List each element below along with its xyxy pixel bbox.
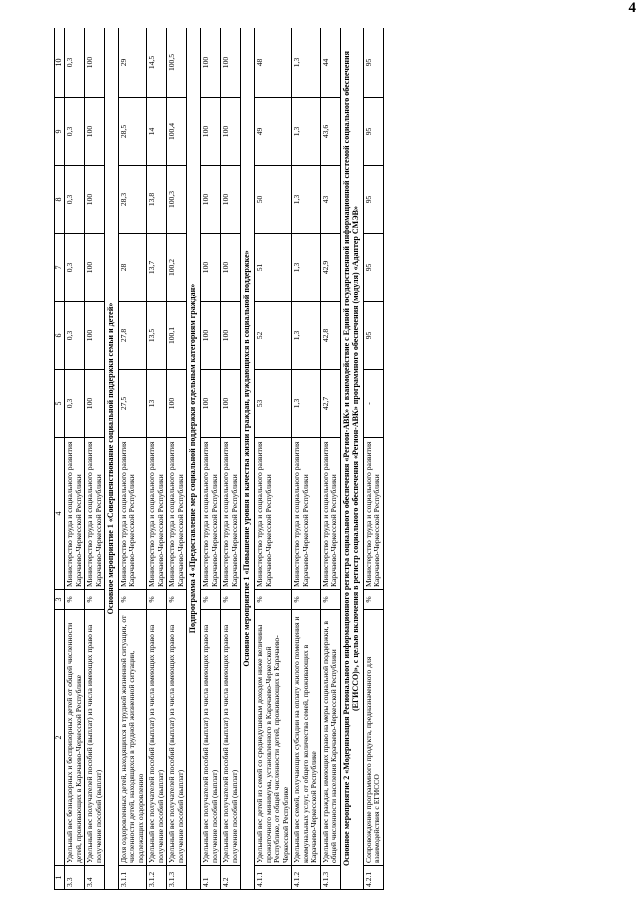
unit-cell: % bbox=[320, 590, 340, 610]
row-number: 3.3 bbox=[65, 866, 85, 890]
value-cell: 100 bbox=[85, 234, 105, 302]
value-cell: 29 bbox=[118, 28, 147, 98]
value-cell: 100 bbox=[221, 370, 241, 438]
value-cell: - bbox=[363, 370, 383, 438]
value-cell: 100 bbox=[221, 302, 241, 370]
table-row bbox=[167, 28, 187, 890]
value-cell: 100 bbox=[85, 370, 105, 438]
value-cell: 100 bbox=[201, 98, 221, 166]
value-cell: 0,3 bbox=[65, 302, 85, 370]
value-cell: 28 bbox=[118, 234, 147, 302]
value-cell: 100 bbox=[201, 370, 221, 438]
row-number: 3.1.1 bbox=[118, 866, 147, 890]
executor-cell: Министерство труда и социального развития Карачаево-Черкесской Республики bbox=[320, 438, 340, 590]
header-cell: 6 bbox=[55, 302, 65, 370]
indicator-name: Удельный вес граждан, имеющих право на меры социальной поддержки, в общей численности населения Карачаево-Черкесской Республики bbox=[320, 610, 340, 866]
value-cell: 100 bbox=[85, 98, 105, 166]
value-cell: 100 bbox=[85, 302, 105, 370]
rotated-page-area bbox=[54, 28, 604, 890]
table-sheet bbox=[54, 28, 604, 890]
value-cell: 14,5 bbox=[147, 28, 167, 98]
value-cell: 52 bbox=[255, 302, 292, 370]
executor-cell: Министерство труда и социального развития Карачаево-Черкесской Республики bbox=[292, 438, 321, 590]
executor-cell: Министерство труда и социального развития Карачаево-Черкесской Республики bbox=[167, 438, 187, 590]
value-cell: 95 bbox=[363, 28, 383, 98]
section-row bbox=[241, 28, 255, 890]
value-cell: 51 bbox=[255, 234, 292, 302]
table-row bbox=[221, 28, 241, 890]
value-cell: 48 bbox=[255, 28, 292, 98]
value-cell: 42,7 bbox=[320, 370, 340, 438]
executor-cell: Министерство труда и социального развития Карачаево-Черкесской Республики bbox=[363, 438, 383, 590]
header-cell: 7 bbox=[55, 234, 65, 302]
value-cell: 100,5 bbox=[167, 28, 187, 98]
value-cell: 28,5 bbox=[118, 98, 147, 166]
value-cell: 42,8 bbox=[320, 302, 340, 370]
value-cell: 0,3 bbox=[65, 370, 85, 438]
value-cell: 27,8 bbox=[118, 302, 147, 370]
header-cell: 10 bbox=[55, 28, 65, 98]
value-cell: 43,6 bbox=[320, 98, 340, 166]
value-cell: 0,3 bbox=[65, 98, 85, 166]
indicator-name: Удельный вес получателей пособий (выплат) из числа имеющих право на получение пособий (выплат) bbox=[147, 610, 167, 866]
indicator-name: Удельный вес семей, получающих субсидии на оплату жилого помещения и коммунальных услуг, от общего количества семей, проживающих в Карачаево-Черкесской Республике bbox=[292, 610, 321, 866]
indicators-table bbox=[54, 28, 384, 890]
section-row bbox=[105, 28, 119, 890]
unit-cell: % bbox=[147, 590, 167, 610]
executor-cell: Министерство труда и социального развития Карачаево-Черкесской Республики bbox=[85, 438, 105, 590]
value-cell: 13,7 bbox=[147, 234, 167, 302]
value-cell: 100,2 bbox=[167, 234, 187, 302]
value-cell: 100 bbox=[221, 234, 241, 302]
value-cell: 49 bbox=[255, 98, 292, 166]
header-cell: 5 bbox=[55, 370, 65, 438]
table-row bbox=[118, 28, 147, 890]
row-number: 4.1 bbox=[201, 866, 221, 890]
executor-cell: Министерство труда и социального развития Карачаево-Черкесской Республики bbox=[118, 438, 147, 590]
value-cell: 100 bbox=[85, 166, 105, 234]
value-cell: 42,9 bbox=[320, 234, 340, 302]
row-number: 3.1.2 bbox=[147, 866, 167, 890]
table-row bbox=[320, 28, 340, 890]
header-cell: 8 bbox=[55, 166, 65, 234]
value-cell: 14 bbox=[147, 98, 167, 166]
value-cell: 100 bbox=[167, 370, 187, 438]
header-row bbox=[55, 28, 65, 890]
row-number: 3.1.3 bbox=[167, 866, 187, 890]
executor-cell: Министерство труда и социального развития Карачаево-Черкесской Республики bbox=[201, 438, 221, 590]
value-cell: 100 bbox=[85, 28, 105, 98]
table-row bbox=[201, 28, 221, 890]
unit-cell: % bbox=[363, 590, 383, 610]
value-cell: 100 bbox=[221, 98, 241, 166]
value-cell: 100 bbox=[201, 166, 221, 234]
unit-cell: % bbox=[118, 590, 147, 610]
indicator-name: Доля оздоровленных детей, находящихся в трудной жизненной ситуации, от численности детей, находящихся в трудной жизненной ситуации, подлежащих оздоровлению bbox=[118, 610, 147, 866]
table-body bbox=[55, 28, 384, 890]
unit-cell: % bbox=[85, 590, 105, 610]
header-cell: 3 bbox=[55, 590, 65, 610]
value-cell: 1,3 bbox=[292, 28, 321, 98]
table-row bbox=[147, 28, 167, 890]
indicator-name: Удельный вес получателей пособий (выплат) из числа имеющих право на получение пособий (выплат) bbox=[85, 610, 105, 866]
value-cell: 1,3 bbox=[292, 302, 321, 370]
indicator-name: Сопровождение программного продукта, предназначенного для взаимодействия с ЕГИССО bbox=[363, 610, 383, 866]
table-row bbox=[292, 28, 321, 890]
value-cell: 100,1 bbox=[167, 302, 187, 370]
header-cell: 2 bbox=[55, 610, 65, 866]
value-cell: 53 bbox=[255, 370, 292, 438]
value-cell: 27,5 bbox=[118, 370, 147, 438]
table-row bbox=[65, 28, 85, 890]
unit-cell: % bbox=[201, 590, 221, 610]
row-number: 3.4 bbox=[85, 866, 105, 890]
value-cell: 95 bbox=[363, 234, 383, 302]
unit-cell: % bbox=[255, 590, 292, 610]
value-cell: 100 bbox=[201, 234, 221, 302]
value-cell: 1,3 bbox=[292, 166, 321, 234]
row-number: 4.2.1 bbox=[363, 866, 383, 890]
value-cell: 13,5 bbox=[147, 302, 167, 370]
value-cell: 95 bbox=[363, 98, 383, 166]
value-cell: 100 bbox=[221, 166, 241, 234]
value-cell: 0,3 bbox=[65, 28, 85, 98]
section-row bbox=[340, 28, 363, 890]
indicator-name: Удельный вес получателей пособий (выплат) из числа имеющих право на получение пособий (выплат) bbox=[221, 610, 241, 866]
executor-cell: Министерство труда и социального развития Карачаево-Черкесской Республики bbox=[65, 438, 85, 590]
unit-cell: % bbox=[65, 590, 85, 610]
indicator-name: Удельный вес получателей пособий (выплат) из числа имеющих право на получение пособий (выплат) bbox=[201, 610, 221, 866]
value-cell: 1,3 bbox=[292, 234, 321, 302]
unit-cell: % bbox=[221, 590, 241, 610]
section-row bbox=[187, 28, 201, 890]
executor-cell: Министерство труда и социального развития Карачаево-Черкесской Республики bbox=[255, 438, 292, 590]
value-cell: 1,3 bbox=[292, 98, 321, 166]
row-number: 4.1.3 bbox=[320, 866, 340, 890]
value-cell: 95 bbox=[363, 302, 383, 370]
executor-cell: Министерство труда и социального развития Карачаево-Черкесской Республики bbox=[221, 438, 241, 590]
table-row bbox=[85, 28, 105, 890]
value-cell: 28,3 bbox=[118, 166, 147, 234]
page-number: 4 bbox=[628, 0, 636, 16]
value-cell: 43 bbox=[320, 166, 340, 234]
table-row bbox=[255, 28, 292, 890]
value-cell: 1,3 bbox=[292, 370, 321, 438]
indicator-name: Удельный вес получателей пособий (выплат) из числа имеющих право на получение пособий (выплат) bbox=[167, 610, 187, 866]
value-cell: 100,4 bbox=[167, 98, 187, 166]
header-cell: 9 bbox=[55, 98, 65, 166]
unit-cell: % bbox=[292, 590, 321, 610]
value-cell: 13 bbox=[147, 370, 167, 438]
row-number: 4.1.1 bbox=[255, 866, 292, 890]
value-cell: 100,3 bbox=[167, 166, 187, 234]
value-cell: 100 bbox=[221, 28, 241, 98]
section-title: Подпрограмма 4 «Предоставление мер социальной поддержки отдельным категориям граждан» bbox=[187, 28, 201, 890]
value-cell: 44 bbox=[320, 28, 340, 98]
value-cell: 100 bbox=[201, 28, 221, 98]
indicator-name: Удельный вес детей из семей со среднедушевым доходом ниже величины прожиточного минимума, установленного в Карачаево-Черкесской Республике, от общей численности детей, проживающих в Карачаево-Черкесской Республике bbox=[255, 610, 292, 866]
value-cell: 95 bbox=[363, 166, 383, 234]
table-row bbox=[363, 28, 383, 890]
value-cell: 100 bbox=[201, 302, 221, 370]
header-cell: 4 bbox=[55, 438, 65, 590]
value-cell: 50 bbox=[255, 166, 292, 234]
section-title: Основное мероприятие 2 «Модернизация Регионального информационного регистра социального обеспечения «Регион-АВК» и взаимодействие с Единой государственной информационной системой социального обеспечения (ЕГИССО)», с целью включения в регистр социального обеспечения «Регион-АВК» программного обеспечения (модуля) «Адаптер СМЭВ» bbox=[340, 28, 363, 890]
header-cell: 1 bbox=[55, 866, 65, 890]
row-number: 4.1.2 bbox=[292, 866, 321, 890]
value-cell: 0,3 bbox=[65, 234, 85, 302]
section-title: Основное мероприятие 1 «Повышение уровня и качества жизни граждан, нуждающихся в социальной поддержке» bbox=[241, 28, 255, 890]
value-cell: 0,3 bbox=[65, 166, 85, 234]
row-number: 4.2 bbox=[221, 866, 241, 890]
indicator-name: Удельный вес безнадзорных и беспризорных детей от общей численности детей, проживающих в Карачаево-Черкесской Республике bbox=[65, 610, 85, 866]
unit-cell: % bbox=[167, 590, 187, 610]
executor-cell: Министерство труда и социального развития Карачаево-Черкесской Республики bbox=[147, 438, 167, 590]
value-cell: 13,8 bbox=[147, 166, 167, 234]
section-title: Основное мероприятие 1 «Совершенствование социальной поддержки семьи и детей» bbox=[105, 28, 119, 890]
